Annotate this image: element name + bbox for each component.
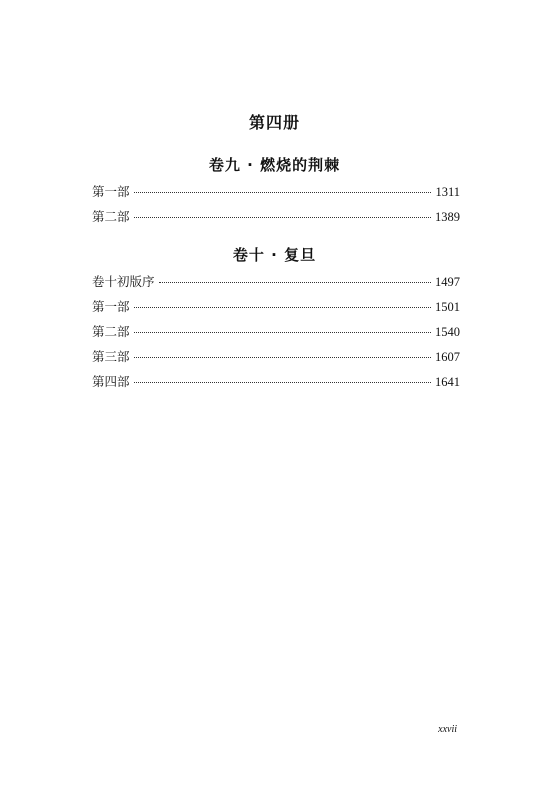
toc-entry[interactable] <box>92 347 460 372</box>
section-title-vol10: 卷十 · 复旦 <box>232 246 317 264</box>
page-folio: xxvii <box>438 724 457 735</box>
toc-entry-label: 第二部 <box>92 324 130 339</box>
toc-entry-label: 第三部 <box>92 349 130 364</box>
dot-leader <box>134 307 431 308</box>
dot-leader <box>134 382 431 383</box>
volume-title: 第四册 <box>248 113 300 132</box>
toc-entry-page: 1607 <box>435 350 460 364</box>
toc-entry-label: 第四部 <box>92 374 130 389</box>
dot-leader <box>134 332 431 333</box>
toc-entry-label: 第一部 <box>92 184 130 199</box>
toc-list-vol9 <box>92 182 460 232</box>
toc-entry-page: 1540 <box>435 325 460 339</box>
section-title-vol9: 卷九 · 燃烧的荆棘 <box>208 156 341 174</box>
toc-entry-label: 第一部 <box>92 299 130 314</box>
toc-entry-page: 1311 <box>435 185 460 199</box>
toc-entry-label: 第二部 <box>92 209 130 224</box>
toc-entry-page: 1501 <box>435 300 460 314</box>
dot-leader <box>159 282 431 283</box>
toc-entry-label: 卷十初版序 <box>92 274 155 289</box>
toc-entry-page: 1641 <box>435 375 460 389</box>
toc-entry-page: 1497 <box>435 275 460 289</box>
toc-entry[interactable] <box>92 322 460 347</box>
toc-list-vol10 <box>92 272 460 397</box>
toc-entry[interactable] <box>92 207 460 232</box>
toc-entry[interactable] <box>92 182 460 207</box>
dot-leader <box>134 357 431 358</box>
dot-leader <box>134 192 432 193</box>
toc-entry[interactable] <box>92 272 460 297</box>
toc-entry-page: 1389 <box>435 210 460 224</box>
toc-entry[interactable] <box>92 372 460 397</box>
toc-entry[interactable] <box>92 297 460 322</box>
dot-leader <box>134 217 431 218</box>
